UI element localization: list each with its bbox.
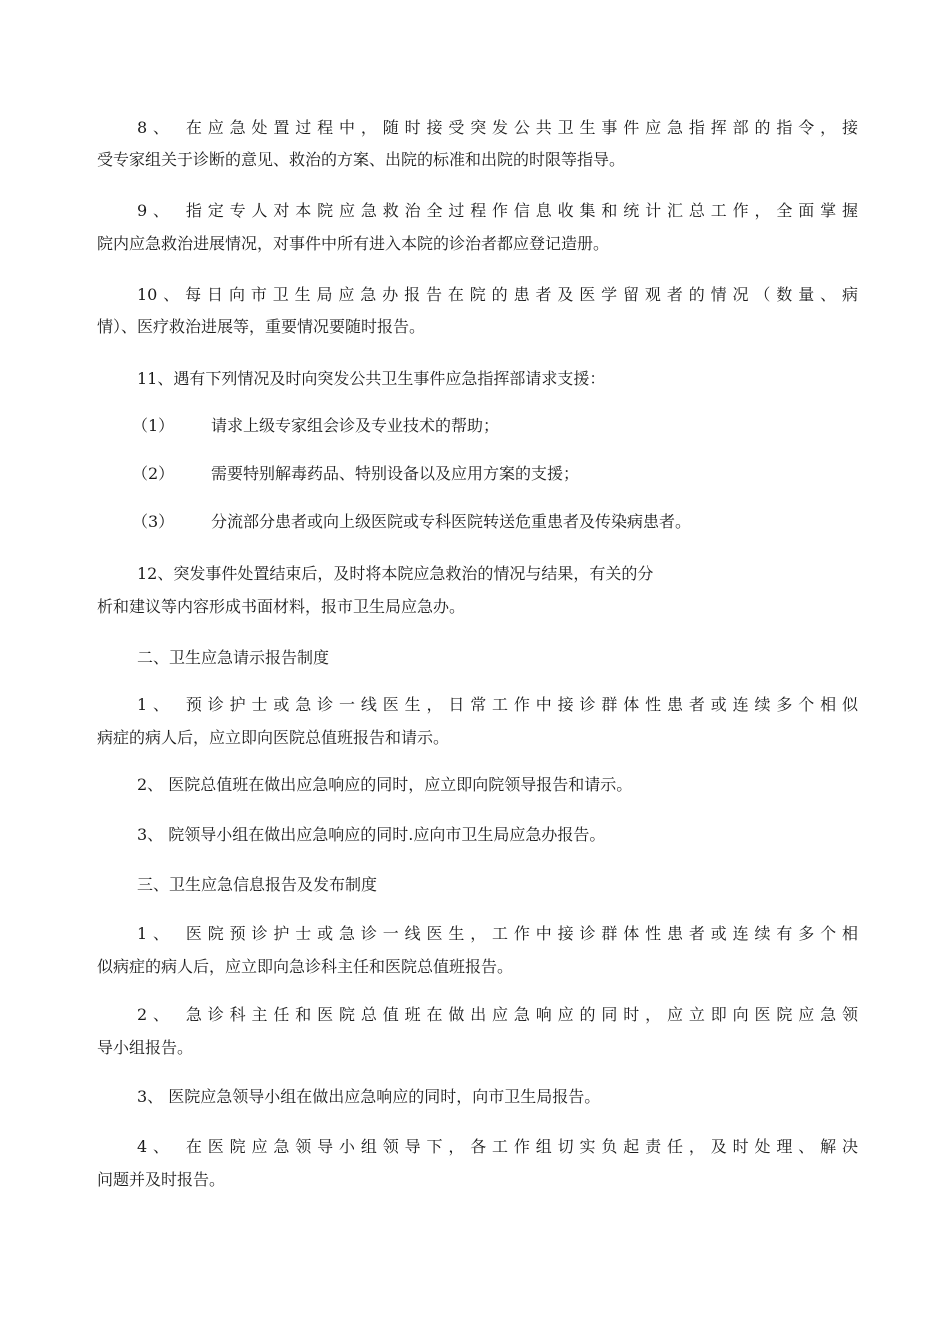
paragraph-10-line-2: 情）、医疗救治进展等，重要情况要随时报告。 [97,317,426,336]
section-2-paragraph-1-line-2: 病症的病人后，应立即向医院总值班报告和请示。 [97,728,450,747]
section-3-heading: 三、卫生应急信息报告及发布制度 [137,875,378,894]
list-item-2-text: 需要特别解毒药品、特别设备以及应用方案的支援； [211,464,580,483]
paragraph-12-line-2: 析和建议等内容形成书面材料，报市卫生局应急办。 [97,597,466,616]
list-item-3-number: （3） [132,512,175,531]
list-item-1-number: （1） [132,416,175,435]
section-3-paragraph-4-line-1: 4、 在医院应急领导小组领导下，各工作组切实负起责任，及时处理、解决 [137,1137,858,1156]
paragraph-12-line-1: 12、突发事件处置结束后，及时将本院应急救治的情况与结果，有关的分 [137,564,654,583]
section-3-paragraph-1-line-2: 似病症的病人后，应立即向急诊科主任和医院总值班报告。 [97,957,514,976]
paragraph-10-line-1: 10、每日向市卫生局应急办报告在院的患者及医学留观者的情况（数量、病 [137,285,858,304]
paragraph-8-line-2: 受专家组关于诊断的意见、救治的方案、出院的标准和出院的时限等指导。 [97,150,626,169]
section-3-paragraph-2-line-2: 导小组报告。 [97,1038,194,1057]
paragraph-8-line-1: 8、 在应急处置过程中，随时接受突发公共卫生事件应急指挥部的指令，接 [137,118,858,137]
section-3-paragraph-4-line-2: 问题并及时报告。 [97,1170,226,1189]
section-2-paragraph-3: 3、 院领导小组在做出应急响应的同时.应向市卫生局应急办报告。 [137,825,606,844]
list-item-3-text: 分流部分患者或向上级医院或专科医院转送危重患者及传染病患者。 [211,512,692,531]
paragraph-9-line-2: 院内应急救治进展情况，对事件中所有进入本院的诊治者都应登记造册。 [97,234,610,253]
section-3-paragraph-1-line-1: 1、 医院预诊护士或急诊一线医生，工作中接诊群体性患者或连续有多个相 [137,924,858,943]
section-3-paragraph-2-line-1: 2、 急诊科主任和医院总值班在做出应急响应的同时，应立即向医院应急领 [137,1005,858,1024]
section-3-paragraph-3: 3、 医院应急领导小组在做出应急响应的同时，向市卫生局报告。 [137,1087,601,1106]
section-2-heading: 二、卫生应急请示报告制度 [137,648,330,667]
paragraph-9-line-1: 9、 指定专人对本院应急救治全过程作信息收集和统计汇总工作，全面掌握 [137,201,858,220]
section-2-paragraph-1-line-1: 1、 预诊护士或急诊一线医生，日常工作中接诊群体性患者或连续多个相似 [137,695,858,714]
list-item-1-text: 请求上级专家组会诊及专业技术的帮助； [211,416,500,435]
list-item-2-number: （2） [132,464,175,483]
paragraph-11-line-1: 11、遇有下列情况及时向突发公共卫生事件应急指挥部请求支援： [137,369,606,388]
section-2-paragraph-2: 2、 医院总值班在做出应急响应的同时，应立即向院领导报告和请示。 [137,775,633,794]
